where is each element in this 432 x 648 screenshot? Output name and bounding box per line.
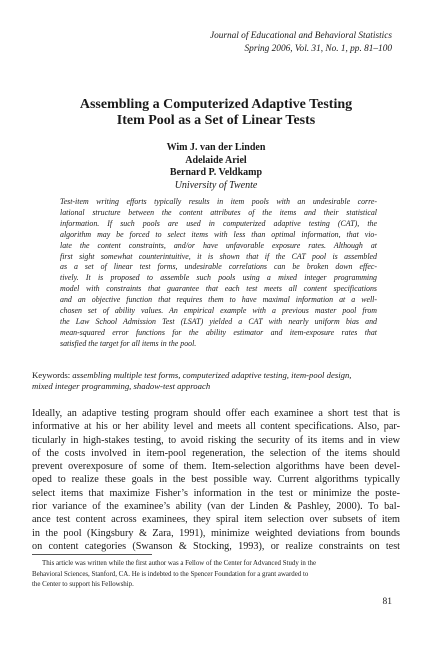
body-line: rior variance of the examinee’s ability (van der Linden & Pashley, 2000). To bal-: [32, 501, 400, 513]
abstract-line: chosen set of ability values. An empirical example with a previous master pool from: [60, 306, 377, 316]
keywords: [32, 370, 400, 392]
page-number: 81: [382, 597, 392, 607]
body-line: select items that maximize Fisher’s information in the test or minimize the poste-: [32, 487, 400, 499]
abstract-line: the Law School Admission Test (LSAT) yielded a CAT with nearly uniform bias and: [60, 316, 377, 326]
body-line: oped to realize these goals in the best possible way. Current algorithms typically: [32, 474, 400, 486]
abstract-line: first sight somewhat counterintuitive, it is shown that if the CAT pool is assembled: [60, 251, 377, 261]
body-line: Ideally, an adaptive testing program should offer each examinee a short test that is: [32, 408, 400, 419]
abstract-line: and an objective function that requires them to have maximal information at a well-: [60, 295, 377, 305]
body-line: prevent overexposure of some of them. Item-selection algorithms have been devel-: [32, 461, 400, 473]
keywords-line-1: [32, 370, 400, 381]
body-line: ance test content across examinees, they spiral item selection over subsets of item: [32, 514, 400, 526]
author-affiliation: University of Twente: [174, 179, 258, 191]
abstract-line: algorithm may be forced to select items with less than optimal information, that vio-: [60, 229, 377, 239]
footnote-line: the Center to support his Fellowship.: [32, 581, 134, 589]
journal-issue: Spring 2006, Vol. 31, No. 1, pp. 81–100: [244, 43, 392, 54]
footnote-line: This article was written while the first author was a Fellow of the Center for Advanced Study in the: [42, 560, 317, 567]
body-line: of the costs involved in item-pool regeneration, the selection of the items should: [32, 447, 400, 459]
keywords-text: mixed integer programming, shadow-test approach: [32, 381, 211, 392]
title-line-2: Item Pool as a Set of Linear Tests: [116, 113, 316, 128]
keywords-text: assembling multiple test forms, computerized adaptive testing, item-pool design,: [72, 370, 352, 380]
body-line: on content categories (Swanson & Stocking, 1993), or realize constraints on test: [32, 540, 400, 552]
footnote: [32, 559, 400, 591]
abstract-line: lational structure between the content attributes of the items and their statistical: [60, 207, 377, 217]
body-line: in the pool (Kingsbury & Zara, 1991), minimize weighted deviations from bounds: [32, 527, 400, 539]
keywords-label: Keywords:: [32, 370, 71, 380]
author-block: [40, 142, 392, 192]
abstract-line: information. If such pools are used in computerized adaptive testing (CAT), the: [60, 218, 377, 228]
body-line: ticularly in high-stakes testing, to avoid risking the security of its items and in view: [32, 434, 400, 446]
abstract-line: late the content constraints, and/or have unfavorable exposure rates. Although at: [60, 240, 377, 250]
abstract-line: tively. It is proposed to assemble such pools using a mixed integer programming: [60, 273, 377, 283]
journal-name: Journal of Educational and Behavioral Statistics: [209, 31, 392, 41]
abstract-line: mean-squared error functions for the ability estimator and item-exposure rates that: [60, 327, 377, 337]
author-name: Adelaide Ariel: [185, 154, 247, 166]
footnote-line: Behavioral Sciences, Stanford, CA. He is indebted to the Spencer Foundation for a grant awarded to: [32, 570, 309, 578]
article-title: [40, 97, 392, 129]
journal-header: [210, 30, 392, 55]
footnote-divider: [32, 554, 152, 555]
abstract: [60, 197, 377, 350]
author-name: Bernard P. Veldkamp: [169, 167, 263, 178]
abstract-line: as a set of linear test forms, undesirable correlations can be broken down effec-: [60, 262, 377, 272]
author-name: Wim J. van der Linden: [166, 142, 266, 153]
abstract-line: model with constraints that guarantee that each test meets all content specifications: [60, 284, 377, 294]
abstract-line: Test-item writing efforts typically results in item pools with an undesirable corre-: [60, 197, 377, 206]
body-line: informative at his or her ability level and meets all content specifications. Also, par-: [32, 421, 400, 433]
abstract-line: satisfied the target for all items in the pool.: [60, 338, 197, 348]
body-text: [32, 407, 400, 553]
title-line-1: Assembling a Computerized Adaptive Testing: [79, 97, 353, 112]
